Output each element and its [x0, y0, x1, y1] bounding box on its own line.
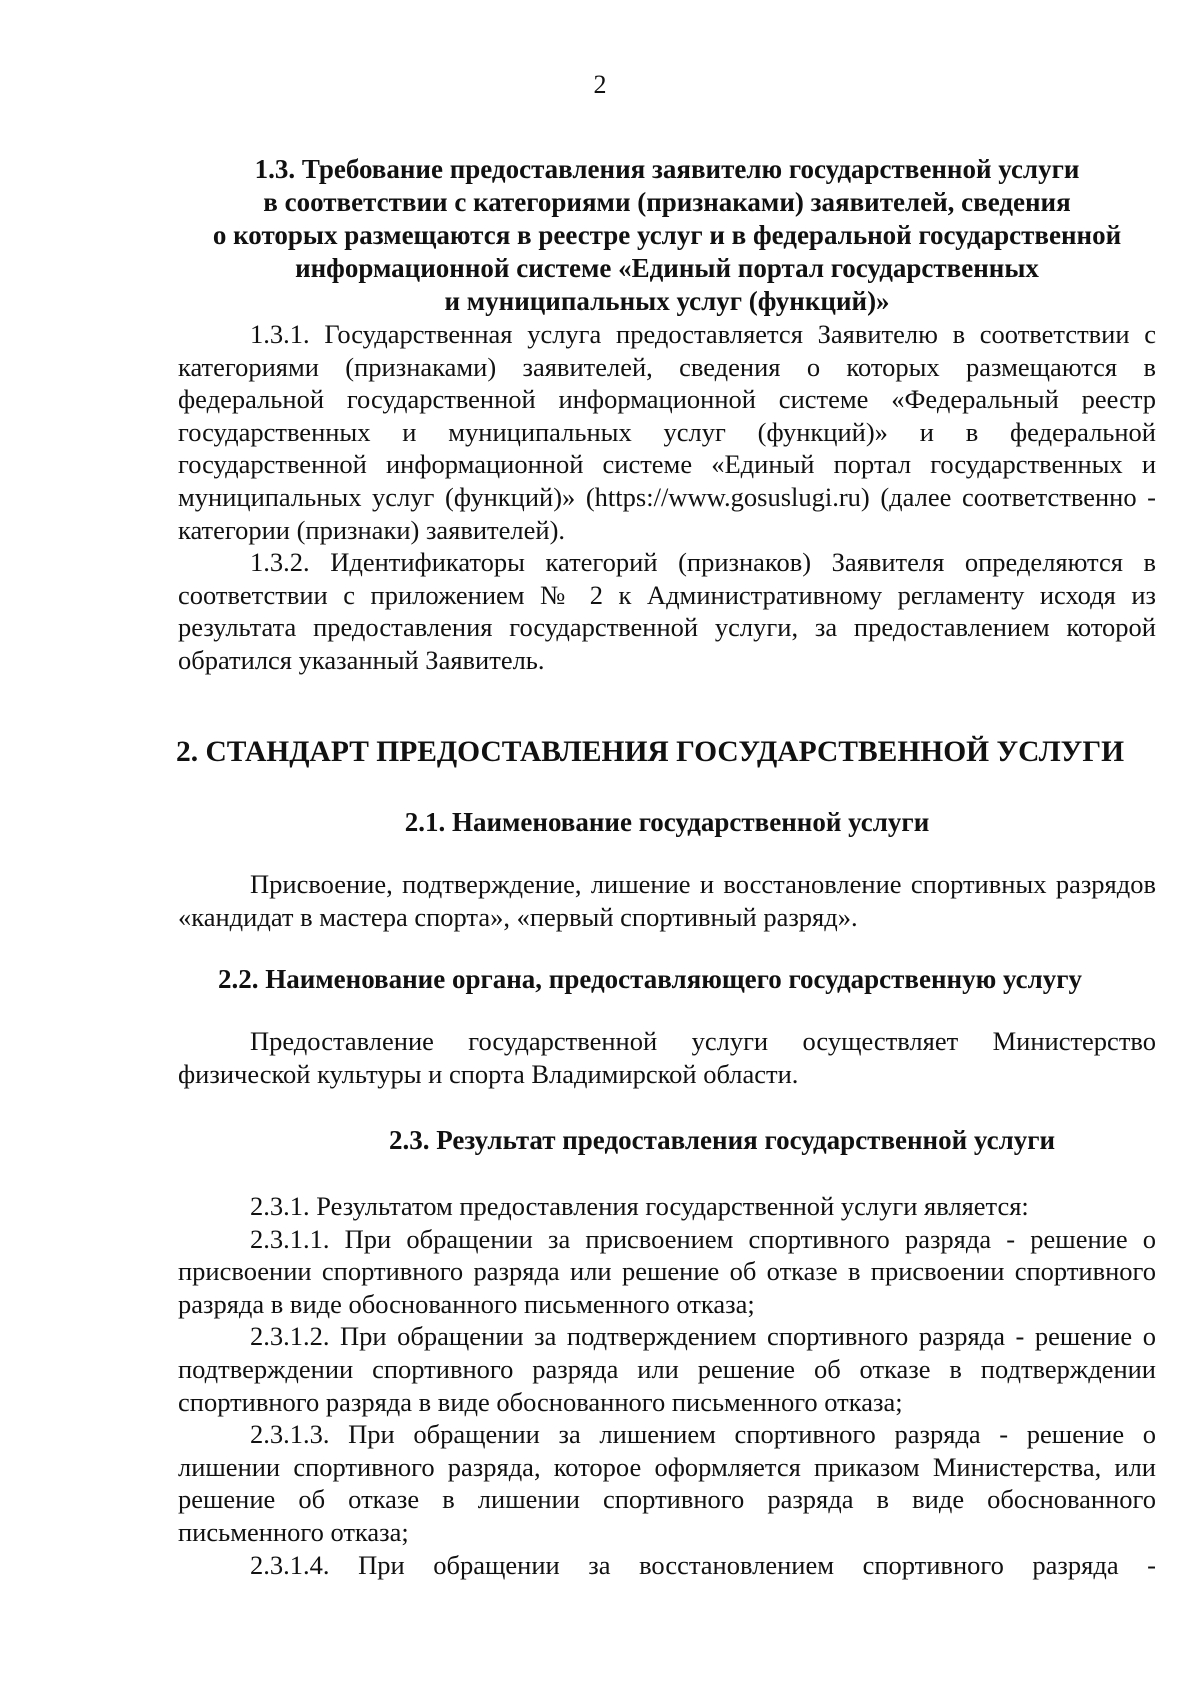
paragraph-1-3-2: 1.3.2. Идентификаторы категорий (признаков) Заявителя определяются в соответствии с приложением № 2 к Административному регламенту исходя из результата предоставления государственной услуги, за предоставлением которой обратился указанный Заявитель.: [178, 547, 1156, 675]
section-2-3-heading: 2.3. Результат предоставления государственной услуги: [388, 1125, 1056, 1155]
heading-line: в соответствии с категориями (признаками) заявителей, сведения: [263, 187, 1071, 217]
paragraph-2-3-1-4: 2.3.1.4. При обращении за восстановлением спортивного разряда -: [250, 1549, 1156, 1580]
section-2-2: [150, 963, 1150, 996]
paragraph-2-3-1-2: 2.3.1.2. При обращении за подтверждением спортивного разряда - решение о подтверждении спортивного разряда или решение об отказе в подтверждении спортивного разряда в виде обоснованного письменного отказа;: [178, 1321, 1156, 1417]
paragraph-2-3-1-1: 2.3.1.1. При обращении за присвоением спортивного разряда - решение о присвоении спортивного разряда или решение об отказе в присвоении спортивного разряда в виде обоснованного письменного отказа;: [178, 1223, 1156, 1319]
section-2-2-text: Предоставление государственной услуги осуществляет Министерство физической культуры и спорта Владимирской области.: [178, 1026, 1156, 1089]
section-2-3-body: [178, 1190, 1156, 1581]
section-2-1-body: [178, 868, 1156, 933]
heading-line: о которых размещаются в реестре услуг и в федеральной государственной: [212, 220, 1122, 250]
section-2-1-text: Присвоение, подтверждение, лишение и восстановление спортивных разрядов «кандидат в мастера спорта», «первый спортивный разряд».: [178, 869, 1156, 932]
section-2-1: [178, 806, 1156, 839]
paragraph-2-3-1: 2.3.1. Результатом предоставления государственной услуги является:: [250, 1191, 1029, 1221]
section-1-3-heading: [178, 153, 1156, 318]
paragraph-2-3-1-3: 2.3.1.3. При обращении за лишением спортивного разряда - решение о лишении спортивного разряда, которое оформляется приказом Министерства, или решение об отказе в лишении спортивного разряда в виде обоснованного письменного отказа;: [178, 1419, 1156, 1547]
section-2-heading: 2. СТАНДАРТ ПРЕДОСТАВЛЕНИЯ ГОСУДАРСТВЕННОЙ УСЛУГИ: [175, 736, 1125, 768]
section-1-3-body: [178, 318, 1156, 677]
heading-line: и муниципальных услуг (функций)»: [444, 286, 890, 316]
section-2-1-heading: 2.1. Наименование государственной услуги: [404, 807, 930, 837]
section-2-2-body: [178, 1025, 1156, 1090]
page-number: 2: [593, 70, 607, 99]
section-2-3: [178, 1124, 1156, 1157]
heading-line: информационной системе «Единый портал государственных: [295, 253, 1039, 283]
heading-line: 1.3. Требование предоставления заявителю государственной услуги: [254, 154, 1080, 184]
paragraph-1-3-1: 1.3.1. Государственная услуга предоставляется Заявителю в соответствии с категориями (признаками) заявителей, сведения о которых размещаются в федеральной государственной информационной системе «Федеральный реестр государственных и муниципальных услуг (функций)» и в федеральной государственной информационной системе «Единый портал государственных и муниципальных услуг (функций)» (https://www.gosuslugi.ru) (далее соответственно - категории (признаки) заявителей).: [178, 319, 1156, 545]
section-2-heading-wrap: [150, 735, 1150, 769]
section-2-2-heading: 2.2. Наименование органа, предоставляющего государственную услугу: [217, 964, 1083, 994]
